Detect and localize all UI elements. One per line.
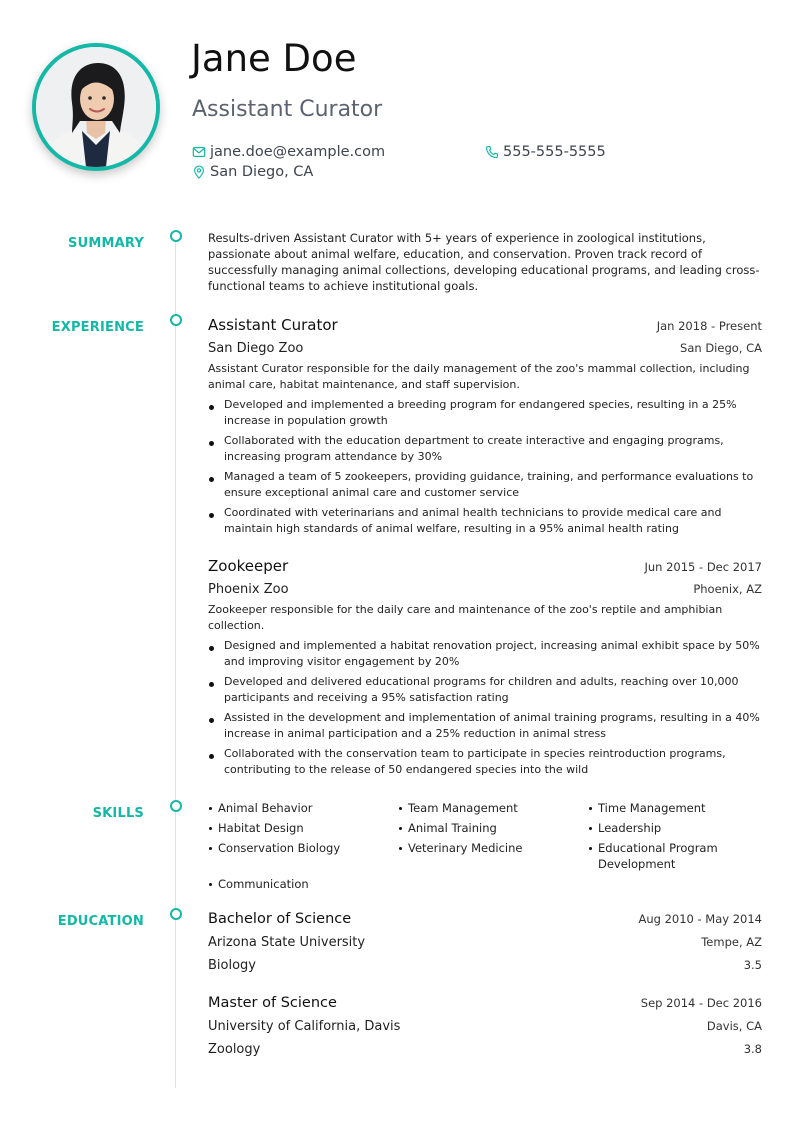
skill-item: Animal Behavior [208, 800, 398, 816]
job-description: Assistant Curator responsible for the daily management of the zoo's mammal collection, including animal care, habitat maintenance, and staff supervision. [208, 362, 750, 391]
gpa-value: 3.5 [743, 958, 762, 972]
timeline-dot-experience [170, 314, 182, 326]
achievement-item: Collaborated with the conservation team to participate in species reintroduction programs, contributing to the release of 50 endangered species into the wild [208, 746, 762, 778]
experience-entry [208, 316, 762, 541]
school-location: Tempe, AZ [701, 935, 762, 949]
section-title-summary: SUMMARY [68, 236, 144, 251]
gpa-value: 3.8 [743, 1042, 762, 1056]
achievement-item: Designed and implemented a habitat renovation project, increasing animal exhibit space by 50% and improving visitor engagement by 20% [208, 638, 762, 670]
skills-list [208, 800, 778, 892]
job-achievements [208, 638, 762, 778]
candidate-role: Assistant Curator [192, 97, 383, 122]
education-dates: Aug 2010 - May 2014 [638, 912, 762, 926]
job-title: Zookeeper [208, 557, 289, 575]
timeline-dot-education [170, 908, 182, 920]
achievement-item: Collaborated with the education department to create interactive and engaging programs, increasing program attendance by 30% [208, 433, 762, 465]
achievement-item: Coordinated with veterinarians and animal health technicians to provide medical care and maintain high standards of animal welfare, resulting in a 95% animal health rating [208, 505, 762, 537]
achievement-item: Managed a team of 5 zookeepers, providing guidance, training, and performance evaluations to ensure exceptional animal care and customer service [208, 469, 762, 501]
job-organization: Phoenix Zoo [208, 582, 289, 597]
achievement-item: Developed and implemented a breeding program for endangered species, resulting in a 25% increase in population growth [208, 397, 762, 429]
school-name: Arizona State University [208, 935, 366, 950]
timeline-dot-summary [170, 230, 182, 242]
section-title-experience: EXPERIENCE [51, 320, 144, 335]
skill-item: Educational Program Development [588, 840, 778, 872]
phone-text[interactable]: 555-555-5555 [503, 144, 606, 160]
map-pin-icon [192, 165, 206, 179]
job-dates: Jan 2018 - Present [656, 319, 762, 333]
skill-item: Team Management [398, 800, 588, 816]
school-location: Davis, CA [706, 1019, 762, 1033]
phone-icon [485, 145, 499, 159]
education-entry [208, 994, 762, 1058]
job-description: Zookeeper responsible for the daily care and maintenance of the zoo's reptile and amphibian collection. [208, 603, 723, 632]
school-name: University of California, Davis [208, 1019, 401, 1034]
field-of-study: Biology [208, 958, 256, 973]
job-location: San Diego, CA [680, 341, 762, 355]
skill-item: Conservation Biology [208, 840, 398, 872]
email-text[interactable]: jane.doe@example.com [210, 144, 386, 160]
candidate-name: Jane Doe [191, 37, 357, 80]
field-of-study: Zoology [208, 1042, 261, 1057]
section-title-education: EDUCATION [57, 914, 144, 929]
achievement-item: Assisted in the development and implementation of animal training programs, resulting in a 40% increase in animal participation and a 25% reduction in animal stress [208, 710, 762, 742]
degree-title: Master of Science [208, 995, 337, 1011]
education-entry [208, 910, 762, 974]
skill-item: Communication [208, 876, 398, 892]
skill-item: Leadership [588, 820, 778, 836]
job-organization: San Diego Zoo [208, 341, 304, 356]
job-achievements [208, 397, 762, 537]
skill-item: Time Management [588, 800, 778, 816]
section-title-skills: SKILLS [92, 806, 144, 821]
skill-item: Habitat Design [208, 820, 398, 836]
skill-item: Animal Training [398, 820, 588, 836]
degree-title: Bachelor of Science [208, 911, 352, 927]
phone-contact[interactable] [485, 143, 606, 161]
education-dates: Sep 2014 - Dec 2016 [640, 996, 762, 1010]
profile-photo-illustration [36, 47, 156, 167]
skill-item: Veterinary Medicine [398, 840, 588, 872]
mail-icon [192, 145, 206, 159]
achievement-item: Developed and delivered educational programs for children and adults, reaching over 10,000 participants and receiving a 95% satisfaction rating [208, 674, 762, 706]
job-dates: Jun 2015 - Dec 2017 [644, 560, 762, 574]
profile-photo [32, 43, 160, 171]
timeline-line [175, 240, 176, 1088]
location-text: San Diego, CA [210, 164, 314, 180]
email-contact[interactable] [192, 143, 385, 161]
timeline-dot-skills [170, 800, 182, 812]
location-contact [192, 163, 313, 181]
job-location: Phoenix, AZ [693, 582, 762, 596]
job-title: Assistant Curator [208, 316, 338, 334]
summary-text: Results-driven Assistant Curator with 5+ years of experience in zoological institutions, passionate about animal welfare, education, and conservation. Proven track record of successfully managing animal collections, developing educational programs, and leading cross-functional teams to achieve institutional goals. [208, 231, 760, 293]
experience-entry [208, 557, 762, 782]
